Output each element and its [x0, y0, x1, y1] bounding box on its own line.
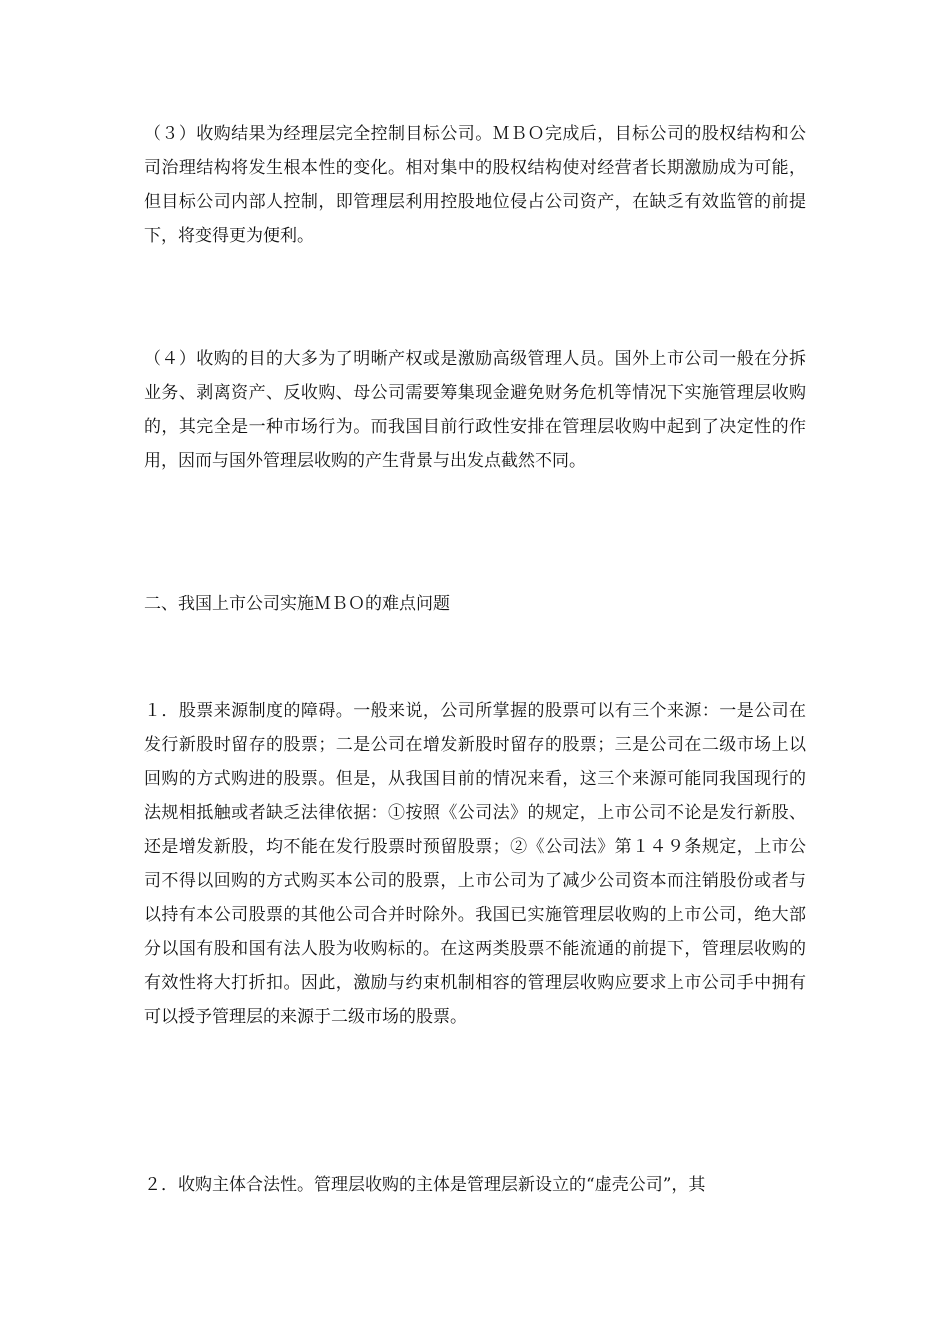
paragraph-4: （４）收购的目的大多为了明晰产权或是激励高级管理人员。国外上市公司一般在分拆业务、剥离资产、反收购、母公司需要筹集现金避免财务危机等情况下实施管理层收购的，其完全是一种市场行为。而我国目前行政性安排在管理层收购中起到了决定性的作用，因而与国外管理层收购的产生背景与出发点截然不同。: [144, 349, 806, 471]
section-heading: 二、我国上市公司实施ＭＢＯ的难点问题: [144, 594, 450, 614]
paragraph-item-2: ２．收购主体合法性。管理层收购的主体是管理层新设立的“虚壳公司”，其: [144, 1175, 706, 1195]
paragraph-3: （３）收购结果为经理层完全控制目标公司。ＭＢＯ完成后，目标公司的股权结构和公司治理结构将发生根本性的变化。相对集中的股权结构使对经营者长期激励成为可能，但目标公司内部人控制，即管理层利用控股地位侵占公司资产，在缺乏有效监管的前提下，将变得更为便利。: [144, 124, 806, 246]
paragraph-item-1: １．股票来源制度的障碍。一般来说，公司所掌握的股票可以有三个来源：一是公司在发行新股时留存的股票；二是公司在增发新股时留存的股票；三是公司在二级市场上以回购的方式购进的股票。但是，从我国目前的情况来看，这三个来源可能同我国现行的法规相抵触或者缺乏法律依据：①按照《公司法》的规定，上市公司不论是发行新股、还是增发新股，均不能在发行股票时预留股票；②《公司法》第１４９条规定，上市公司不得以回购的方式购买本公司的股票，上市公司为了减少公司资本而注销股份或者与以持有本公司股票的其他公司合并时除外。我国已实施管理层收购的上市公司，绝大部分以国有股和国有法人股为收购标的。在这两类股票不能流通的前提下，管理层收购的有效性将大打折扣。因此，激励与约束机制相容的管理层收购应要求上市公司手中拥有可以授予管理层的来源于二级市场的股票。: [144, 701, 806, 1027]
